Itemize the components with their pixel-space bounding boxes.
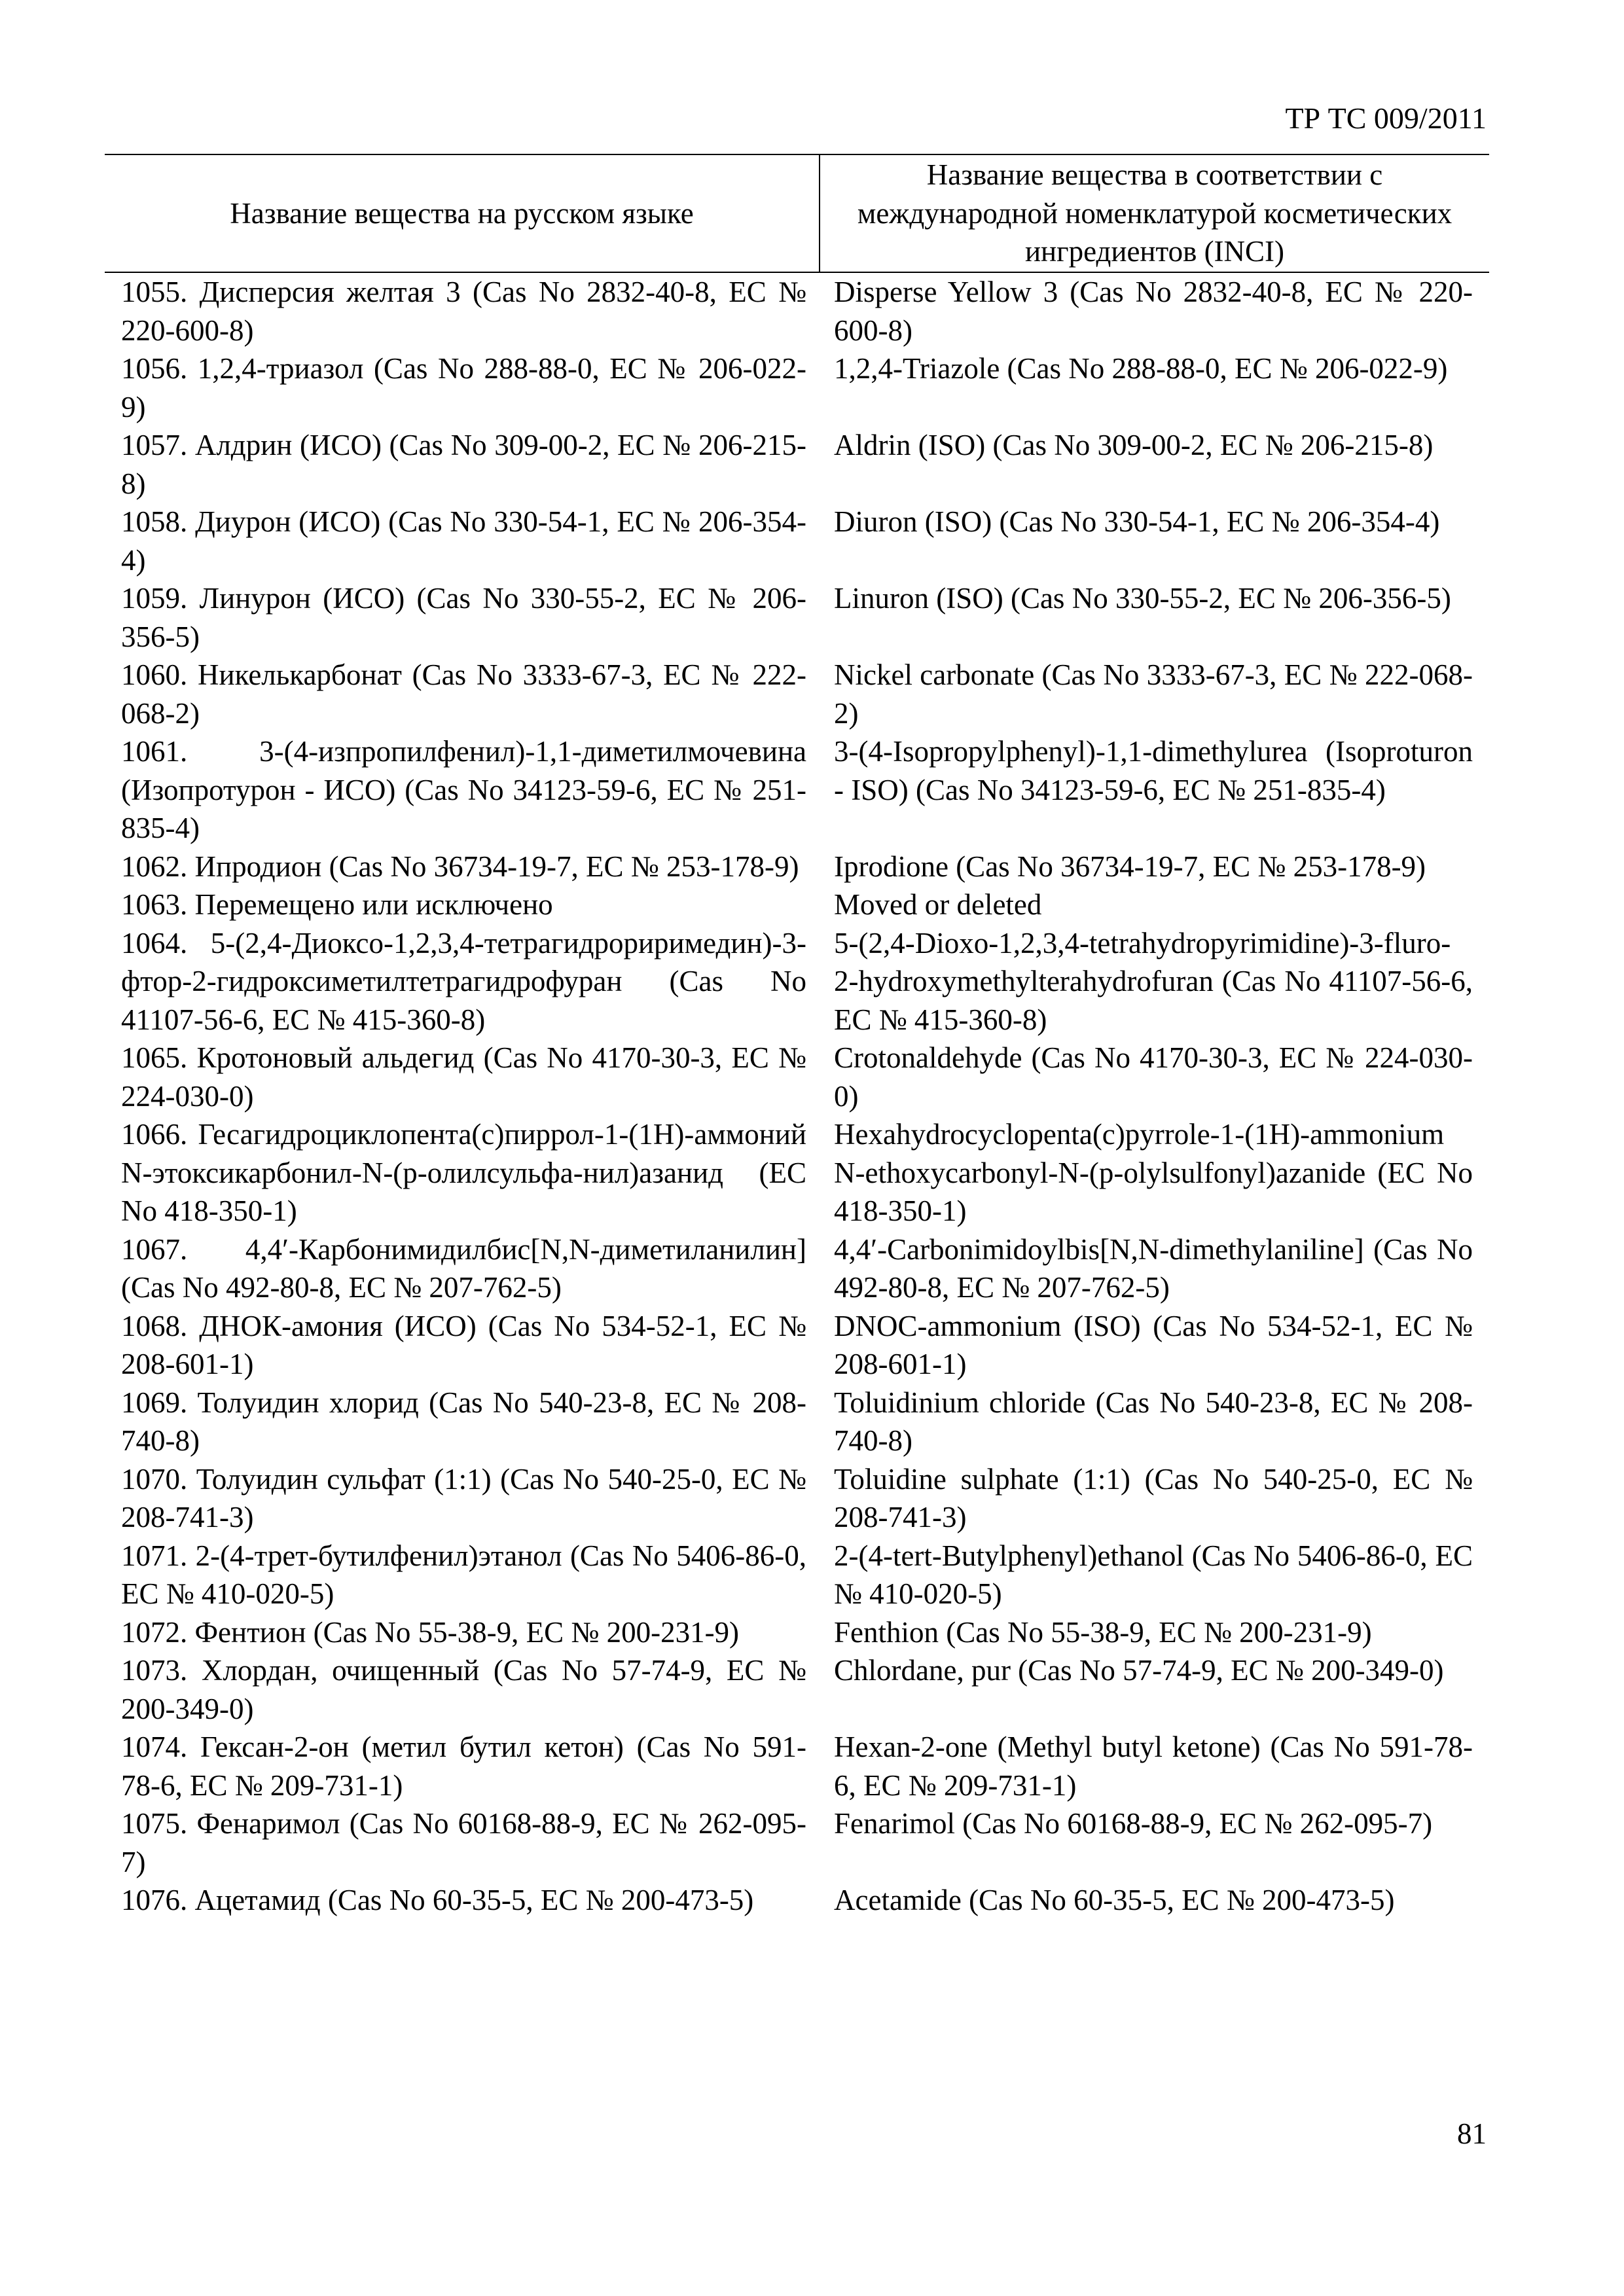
column-header-russian-name: Название вещества на русском языке: [105, 154, 820, 272]
substance-name-inci: Iprodione (Cas No 36734-19-7, ЕС № 253-178-9): [834, 850, 1426, 883]
substance-name-russian: 1068. ДНОК-амония (ИСО) (Cas No 534-52-1, ЕС № 208-601-1): [121, 1309, 806, 1380]
substance-name-inci: Fenthion (Cas No 55-38-9, ЕС № 200-231-9): [834, 1615, 1372, 1649]
substance-name-inci: Diuron (ISO) (Cas No 330-54-1, ЕС № 206-354-4): [834, 505, 1440, 538]
table-row: [105, 1230, 1489, 1307]
substance-name-inci: Moved or deleted: [834, 888, 1042, 921]
substance-name-inci: 5-(2,4-Dioxo-1,2,3,4-tetrahydropyrimidine)-3-fluro-2-hydroxymethylterahydrofuran (Cas No 41107-56-6, ЕС № 415-360-8): [834, 926, 1473, 1036]
table-row: [105, 1115, 1489, 1230]
substance-name-russian: 1057. Алдрин (ИСО) (Cas No 309-00-2, ЕС № 206-215-8): [121, 429, 806, 500]
page-number: 81: [1457, 2117, 1487, 2150]
table-row: [105, 1537, 1489, 1613]
substance-name-russian: 1059. Линурон (ИСО) (Cas No 330-55-2, ЕС № 206-356-5): [121, 582, 806, 653]
substance-name-inci: 1,2,4-Triazole (Cas No 288-88-0, ЕС № 206-022-9): [834, 352, 1448, 385]
substance-name-russian: 1076. Ацетамид (Cas No 60-35-5, ЕС № 200-473-5): [121, 1884, 754, 1916]
substance-name-russian: 1058. Диурон (ИСО) (Cas No 330-54-1, ЕС № 206-354-4): [121, 505, 806, 577]
substance-name-inci: Linuron (ISO) (Cas No 330-55-2, ЕС № 206-356-5): [834, 582, 1451, 615]
table-row: [105, 1613, 1489, 1652]
substance-name-russian: 1064. 5-(2,4-Диоксо-1,2,3,4-тетрагидрориримедин)-3-фтор-2-гидроксиметилтетрагидрофуран (Cas No 41107-56-6, ЕС № 415-360-8): [121, 926, 806, 1036]
substance-name-russian: 1055. Дисперсия желтая 3 (Cas No 2832-40-8, ЕС № 220-600-8): [121, 276, 806, 347]
table-body: [105, 272, 1489, 1920]
substance-name-russian: 1056. 1,2,4-триазол (Cas No 288-88-0, ЕС № 206-022-9): [121, 352, 806, 423]
substance-name-russian: 1066. Гесагидроциклопента(с)пиррол-1-(1Н)-аммоний N-этоксикарбонил-N-(р-олилсульфа-нил)азанид (ЕС No 418-350-1): [121, 1118, 806, 1227]
table-row: [105, 350, 1489, 426]
substance-name-russian: 1069. Толуидин хлорид (Cas No 540-23-8, ЕС № 208-740-8): [121, 1386, 806, 1457]
substance-name-russian: 1061. 3-(4-изпропилфенил)-1,1-диметилмочевина (Изопротурон - ИСО) (Cas No 34123-59-6, ЕС № 251-835-4): [121, 735, 806, 844]
substance-name-russian: 1072. Фентион (Cas No 55-38-9, ЕС № 200-231-9): [121, 1615, 740, 1649]
substances-table: [105, 154, 1489, 1920]
table-row: [105, 1039, 1489, 1115]
table-row: [105, 1881, 1489, 1920]
substance-name-inci: Crotonaldehyde (Cas No 4170-30-3, ЕС № 224-030-0): [834, 1041, 1473, 1113]
substance-name-inci: Acetamide (Cas No 60-35-5, ЕС № 200-473-5): [834, 1884, 1395, 1916]
table-row: [105, 579, 1489, 656]
table-row: [105, 503, 1489, 579]
table-row: [105, 426, 1489, 503]
table-header-row: [105, 154, 1489, 272]
table-header: [105, 154, 1489, 272]
table-row: [105, 732, 1489, 848]
substance-name-inci: Toluidine sulphate (1:1) (Cas No 540-25-0, ЕС № 208-741-3): [834, 1462, 1473, 1534]
substance-name-inci: Toluidinium chloride (Cas No 540-23-8, ЕС № 208-740-8): [834, 1386, 1473, 1457]
substance-name-inci: Hexahydrocyclopenta(c)pyrrole-1-(1H)-ammonium N-ethoxycarbonyl-N-(p-olylsulfonyl)azanide (ЕС No 418-350-1): [834, 1118, 1473, 1227]
substance-name-inci: Nickel carbonate (Cas No 3333-67-3, ЕС № 222-068-2): [834, 658, 1473, 730]
substance-name-russian: 1065. Кротоновый альдегид (Cas No 4170-30-3, ЕС № 224-030-0): [121, 1041, 806, 1113]
table-row: [105, 848, 1489, 886]
substance-name-inci: Fenarimol (Cas No 60168-88-9, ЕС № 262-095-7): [834, 1807, 1433, 1840]
table-row: [105, 656, 1489, 732]
substance-name-russian: 1075. Фенаримол (Cas No 60168-88-9, ЕС № 262-095-7): [121, 1807, 806, 1878]
table-row: [105, 924, 1489, 1039]
substance-name-russian: 1060. Никелькарбонат (Cas No 3333-67-3, ЕС № 222-068-2): [121, 658, 806, 730]
table-row: [105, 1651, 1489, 1728]
substance-name-russian: 1070. Толуидин сульфат (1:1) (Cas No 540-25-0, ЕС № 208-741-3): [121, 1462, 806, 1534]
substance-name-inci: Hexan-2-one (Methyl butyl ketone) (Cas No 591-78-6, ЕС № 209-731-1): [834, 1731, 1473, 1802]
substance-name-inci: Chlordane, pur (Cas No 57-74-9, ЕС № 200-349-0): [834, 1654, 1444, 1687]
document-code: ТР ТС 009/2011: [1285, 101, 1487, 135]
substance-name-inci: 4,4′-Carbonimidoylbis[N,N-dimethylaniline] (Cas No 492-80-8, ЕС № 207-762-5): [834, 1232, 1473, 1304]
table-row: [105, 272, 1489, 350]
substance-name-inci: Disperse Yellow 3 (Cas No 2832-40-8, ЕС № 220-600-8): [834, 276, 1473, 347]
table-row: [105, 1384, 1489, 1460]
substance-name-russian: 1071. 2-(4-трет-бутилфенил)этанол (Cas No 5406-86-0, ЕС № 410-020-5): [121, 1539, 806, 1610]
table-row: [105, 886, 1489, 924]
substance-name-inci: 3-(4-Isopropylphenyl)-1,1-dimethylurea (Isoproturon - ISO) (Cas No 34123-59-6, ЕС № 251-835-4): [834, 735, 1473, 806]
table-row: [105, 1804, 1489, 1881]
table-row: [105, 1728, 1489, 1804]
table-row: [105, 1307, 1489, 1384]
substance-name-inci: Aldrin (ISO) (Cas No 309-00-2, ЕС № 206-215-8): [834, 429, 1434, 461]
substance-name-inci: 2-(4-tert-Butylphenyl)ethanol (Cas No 5406-86-0, ЕС № 410-020-5): [834, 1539, 1473, 1610]
substance-name-inci: DNOC-ammonium (ISO) (Cas No 534-52-1, ЕС № 208-601-1): [834, 1309, 1473, 1380]
table-row: [105, 1460, 1489, 1537]
substance-name-russian: 1073. Хлордан, очищенный (Cas No 57-74-9, ЕС № 200-349-0): [121, 1654, 806, 1725]
substance-name-russian: 1062. Ипродион (Cas No 36734-19-7, ЕС № 253-178-9): [121, 850, 799, 883]
substance-name-russian: 1074. Гексан-2-он (метил бутил кетон) (Cas No 591-78-6, ЕС № 209-731-1): [121, 1731, 806, 1802]
substance-name-russian: 1067. 4,4′-Карбонимидилбис[N,N-диметиланилин] (Cas No 492-80-8, ЕС № 207-762-5): [121, 1232, 806, 1304]
substance-name-russian: 1063. Перемещено или исключено: [121, 888, 553, 921]
column-header-inci-name: Название вещества в соответствии с международной номенклатурой косметических ингредиентов (INCI): [820, 154, 1489, 272]
